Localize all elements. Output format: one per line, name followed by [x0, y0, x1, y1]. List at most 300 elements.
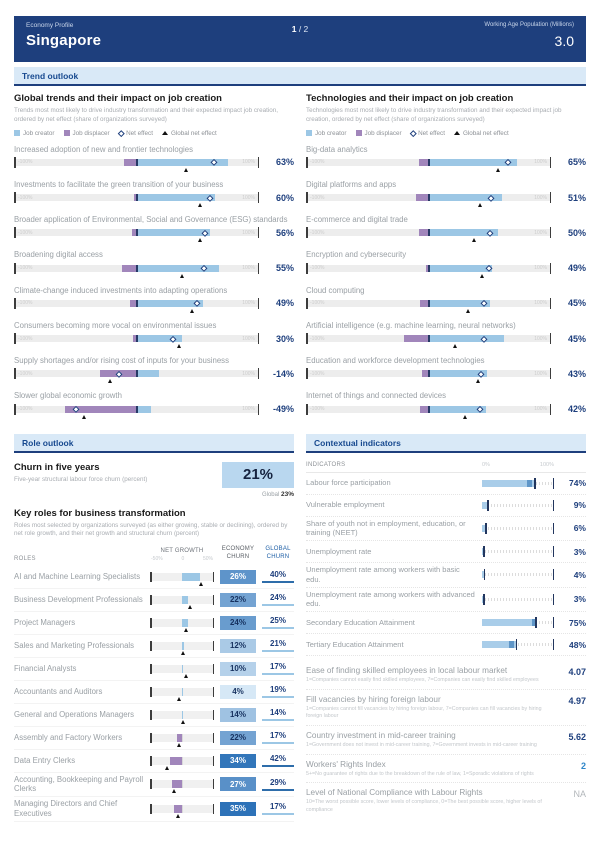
net-growth-track: [150, 734, 214, 742]
trend-item: [14, 145, 294, 173]
indicator-row: [306, 541, 586, 563]
role-row: [14, 704, 294, 727]
net-growth-track: [150, 780, 214, 788]
trend-bar-track: [14, 194, 259, 201]
indicator-scale-max: 100%: [539, 461, 554, 468]
trend-bar-track: [14, 159, 259, 166]
axis-min-label: -100%: [310, 159, 325, 166]
axis-max-label: 100%: [242, 370, 255, 377]
zero-line: [428, 159, 430, 166]
zero-line: [136, 335, 138, 342]
global-growth-marker-icon: [188, 605, 192, 609]
role-row: [14, 566, 294, 589]
net-growth-track: [150, 642, 214, 650]
trend-bar-track: [14, 370, 259, 377]
indicators-head-label: INDICATORS: [306, 461, 346, 468]
indicator-name: Vulnerable employment: [306, 500, 385, 510]
indicator-value: 6%: [573, 523, 586, 534]
score-row: [306, 690, 586, 726]
indicator-name: Tertiary Education Attainment: [306, 639, 404, 649]
global-churn-value: 40%: [262, 570, 294, 583]
axis-max-label: 100%: [534, 194, 547, 201]
growth-segment: [182, 711, 183, 719]
global-net-marker-icon: [480, 274, 484, 278]
economy-churn-badge: 22%: [220, 731, 256, 745]
axis-min-label: -100%: [310, 194, 325, 201]
global-growth-marker-icon: [184, 628, 188, 632]
global-churn-value: 17%: [262, 731, 294, 744]
roles-table-header: [14, 546, 294, 566]
trend-value: 55%: [275, 263, 294, 274]
legend-label: Net effect: [126, 129, 153, 137]
zero-line: [428, 300, 430, 307]
trend-label: E-commerce and digital trade: [306, 215, 408, 225]
global-net-marker-icon: [177, 344, 181, 348]
population-label: Working Age Population (Millions): [484, 22, 574, 28]
growth-segment: [182, 642, 184, 650]
legend-job-displacer: [356, 130, 402, 137]
indicators-header: [306, 462, 586, 473]
legend-net-effect: [119, 130, 153, 137]
page-number-rest: / 2: [298, 24, 309, 34]
trend-value: 43%: [567, 368, 586, 379]
trend-value: 56%: [275, 227, 294, 238]
global-growth-marker-icon: [181, 720, 185, 724]
creator-segment: [429, 265, 493, 272]
zero-line: [428, 370, 430, 377]
indicator-value-tick: [483, 546, 485, 557]
global-net-marker-icon: [496, 168, 500, 172]
trend-label: Education and workforce development technologies: [306, 356, 485, 366]
indicator-value-tick: [483, 594, 485, 605]
role-outlook-panel: [14, 434, 294, 822]
role-name: Sales and Marketing Professionals: [14, 640, 135, 650]
global-churn-value: 17%: [262, 662, 294, 675]
trend-item: [14, 215, 294, 243]
trend-item: [14, 321, 294, 349]
trend-label: Supply shortages and/or rising cost of inputs for your business: [14, 356, 229, 366]
indicator-value: 75%: [568, 617, 586, 628]
trend-bar-track: [14, 406, 259, 413]
band-role-outlook: Role outlook: [14, 434, 294, 453]
indicator-value: 3%: [573, 594, 586, 605]
trend-value: 49%: [567, 263, 586, 274]
score-scale-note: 10=The worst possible score, lower levels of compliance, 0=The best possible score, higher levels of compliance: [306, 799, 542, 814]
axis-min-label: -100%: [310, 300, 325, 307]
score-scale-note: 1=Companies cannot easily find skilled employees, 7=Companies can easily find skilled employees: [306, 677, 539, 683]
axis-min-label: -100%: [310, 406, 325, 412]
global-net-marker-icon: [466, 309, 470, 313]
axis-max-label: 100%: [534, 265, 547, 272]
net-growth-track: [150, 805, 214, 813]
net-growth-track: [150, 665, 214, 673]
indicator-bar-rows: [306, 473, 586, 657]
global-churn-value: 25%: [262, 616, 294, 629]
global-net-marker-icon: [476, 379, 480, 383]
score-text: [306, 695, 548, 721]
trend-bar-row: [306, 157, 586, 172]
indicator-value: 4%: [573, 569, 586, 580]
page-title: Singapore: [26, 32, 102, 49]
indicator-row: [306, 588, 586, 613]
churn-title: Churn in five years: [14, 461, 100, 473]
global-growth-marker-icon: [177, 697, 181, 701]
role-name: AI and Machine Learning Specialists: [14, 571, 141, 581]
global-net-marker-icon: [108, 379, 112, 383]
global-net-triangle-icon: [454, 131, 460, 135]
indicator-row: [306, 517, 586, 542]
economy-churn-badge: 12%: [220, 639, 256, 653]
indicator-name: Share of youth not in employment, education, or training (NEET): [306, 518, 466, 538]
trend-bar-row: [306, 228, 586, 243]
axis-min-label: -100%: [310, 335, 325, 342]
trend-item: [306, 250, 586, 278]
score-row: [306, 755, 586, 784]
indicator-name: Unemployment rate among workers with advanced edu.: [306, 589, 475, 609]
global-churn-value: 21%: [262, 639, 294, 652]
growth-segment: [170, 757, 182, 765]
axis-max-label: 100%: [534, 335, 547, 342]
legend-global-net-effect: [162, 130, 217, 137]
churn-value: 21%: [222, 462, 294, 488]
creator-segment: [137, 370, 159, 377]
growth-segment: [182, 688, 183, 696]
legend-label: Job displacer: [364, 129, 402, 137]
trend-bar-row: [306, 369, 586, 384]
role-name: Data Entry Clerks: [14, 755, 76, 765]
score-value: NA: [573, 789, 586, 800]
growth-segment: [177, 734, 182, 742]
axis-min-label: -100%: [18, 159, 33, 166]
churn-global-label: Global: [261, 491, 280, 498]
trend-label: Broadening digital access: [14, 250, 103, 260]
trend-bar-row: [14, 334, 294, 349]
trend-label: Increased adoption of new and frontier technologies: [14, 144, 194, 154]
global-churn-value: 24%: [262, 593, 294, 606]
economy-churn-badge: 27%: [220, 777, 256, 791]
score-scale-note: 1=Companies cannot fill vacancies by hiring foreign labour, 7=Companies can fill vacancies by hiring foreign labour: [306, 705, 542, 720]
score-scale-note: 5+=No guarantee of rights due to the breakdown of the rule of law, 1=Sporadic violations of rights: [306, 770, 534, 777]
creator-segment: [137, 194, 215, 201]
axis-max-label: 100%: [242, 265, 255, 272]
global-growth-marker-icon: [184, 674, 188, 678]
trend-item: [14, 250, 294, 278]
role-name: Managing Directors and Chief Executives: [14, 799, 118, 818]
global-net-marker-icon: [463, 415, 467, 419]
zero-line: [428, 265, 430, 272]
trend-label: Big-data analytics: [306, 144, 368, 154]
creator-segment: [137, 229, 211, 236]
global-net-marker-icon: [453, 344, 457, 348]
legend-net-effect: [411, 130, 445, 137]
indicator-scale-min: 0%: [482, 461, 490, 468]
trend-label: Internet of things and connected devices: [306, 391, 447, 401]
axis-max-label: 100%: [242, 194, 255, 201]
legend-label: Global net effect: [462, 129, 509, 137]
trend-value: 60%: [275, 192, 294, 203]
displacer-segment: [404, 335, 429, 342]
key-roles-subtitle: Roles most selected by organizations surveyed (as either growing, stable or declining), ordered by net role growth, and their net growth and structural churn (percent): [14, 521, 288, 538]
global-growth-marker-icon: [172, 789, 176, 793]
growth-segment: [182, 619, 188, 627]
creator-segment: [429, 159, 517, 166]
trend-value: 63%: [275, 157, 294, 168]
score-value: 5.62: [568, 732, 586, 743]
growth-segment: [174, 805, 182, 813]
trend-label: Artificial intelligence (e.g. machine learning, neural networks): [306, 320, 516, 330]
global-net-marker-icon: [198, 238, 202, 242]
axis-min-label: -100%: [18, 335, 33, 342]
trend-value: 65%: [567, 157, 586, 168]
page-header: [14, 16, 586, 62]
trend-item: [306, 215, 586, 243]
trend-bar-row: [306, 263, 586, 278]
score-name: Workers' Rights Index: [306, 759, 386, 769]
trend-bar-row: [14, 228, 294, 243]
trend-label: Encryption and cybersecurity: [306, 250, 407, 260]
scale-min: -50%: [151, 555, 163, 562]
trend-bar-track: [14, 300, 259, 307]
economy-churn-badge: 26%: [220, 570, 256, 584]
trend-bar-track: [306, 300, 551, 307]
legend-label: Job creator: [315, 129, 347, 137]
job-creator-swatch-icon: [14, 130, 20, 136]
page-indicator: [292, 24, 309, 34]
creator-segment: [429, 335, 505, 342]
indicator-track: [482, 571, 554, 578]
job-displacer-swatch-icon: [64, 130, 70, 136]
trend-columns: [14, 93, 586, 427]
score-name: Country investment in mid-career training: [306, 731, 456, 741]
zero-line: [428, 194, 430, 201]
trend-bar-row: [14, 404, 294, 419]
indicator-value-tick: [516, 639, 518, 650]
score-row: [306, 661, 586, 690]
indicator-value-tick: [535, 617, 537, 628]
zero-line: [136, 406, 138, 413]
trend-bar-row: [14, 298, 294, 313]
axis-min-label: -100%: [18, 194, 33, 201]
role-name: Financial Analysts: [14, 663, 77, 673]
axis-max-label: 100%: [534, 229, 547, 236]
indicator-track: [482, 525, 554, 532]
global-growth-marker-icon: [181, 651, 185, 655]
trend-label: Digital platforms and apps: [306, 179, 397, 189]
band-trend-outlook: Trend outlook: [14, 67, 586, 86]
trend-item: [306, 321, 586, 349]
role-name: Assembly and Factory Workers: [14, 732, 123, 742]
net-growth-track: [150, 688, 214, 696]
axis-max-label: 100%: [242, 159, 255, 166]
net-effect-diamond-icon: [410, 130, 416, 136]
trend-value: 42%: [567, 404, 586, 414]
role-name: Accountants and Auditors: [14, 686, 103, 696]
indicator-row: [306, 563, 586, 588]
indicator-name: Labour force participation: [306, 478, 391, 488]
trend-value: 45%: [567, 298, 586, 309]
economy-churn-badge: 10%: [220, 662, 256, 676]
trend-value: 45%: [567, 333, 586, 344]
indicator-value: 3%: [573, 546, 586, 557]
trend-bar-row: [14, 263, 294, 278]
legend-job-creator: [306, 130, 347, 137]
indicator-row: [306, 495, 586, 517]
trend-bar-row: [14, 369, 294, 384]
trend-bar-row: [306, 334, 586, 349]
contextual-indicators-panel: [306, 434, 586, 819]
zero-line: [136, 370, 138, 377]
net-growth-track: [150, 757, 214, 765]
scale-max: 50%: [202, 555, 213, 562]
trend-label: Slower global economic growth: [14, 391, 122, 401]
legend-label: Net effect: [418, 129, 445, 137]
trend-bar-track: [306, 265, 551, 272]
trend-bar-row: [14, 157, 294, 172]
trend-bar-track: [306, 406, 551, 413]
global-churn-value: 14%: [262, 708, 294, 721]
legend: [14, 130, 294, 137]
global-growth-marker-icon: [165, 766, 169, 770]
col-net-growth: [150, 548, 214, 562]
role-row: [14, 797, 294, 821]
churn-subtitle: Five-year structural labour force churn (percent): [14, 475, 148, 483]
trend-bar-track: [306, 194, 551, 201]
score-text: [306, 788, 548, 814]
trend-value: 49%: [275, 298, 294, 309]
global-net-triangle-icon: [162, 131, 168, 135]
legend: [306, 130, 586, 137]
axis-max-label: 100%: [242, 335, 255, 342]
axis-min-label: -100%: [18, 229, 33, 236]
role-row: [14, 658, 294, 681]
trend-bar-track: [14, 229, 259, 236]
global-net-marker-icon: [198, 203, 202, 207]
axis-min-label: -100%: [310, 229, 325, 236]
score-text: [306, 760, 548, 779]
score-row: [306, 726, 586, 755]
net-growth-scale: [150, 556, 214, 562]
col-global-churn: GLOBAL CHURN: [265, 546, 291, 560]
score-value: 2: [580, 760, 586, 771]
axis-min-label: -100%: [18, 406, 33, 412]
indicator-fill: [482, 619, 536, 626]
trend-bar-track: [306, 229, 551, 236]
role-row: [14, 750, 294, 773]
role-row: [14, 635, 294, 658]
score-text: [306, 666, 548, 685]
axis-min-label: -100%: [18, 265, 33, 272]
col-net-growth-label: NET GROWTH: [160, 547, 204, 554]
page-number-current: 1: [291, 24, 297, 34]
net-effect-diamond-icon: [118, 130, 124, 136]
legend-label: Job displacer: [72, 129, 110, 137]
score-value: 4.07: [568, 667, 586, 677]
trend-label: Cloud computing: [306, 285, 365, 295]
axis-max-label: 100%: [534, 370, 547, 377]
legend-job-creator: [14, 130, 55, 137]
indicator-value: 9%: [573, 500, 586, 510]
axis-min-label: -100%: [310, 370, 325, 377]
score-name: Fill vacancies by hiring foreign labour: [306, 694, 441, 704]
zero-line: [428, 335, 430, 342]
growth-segment: [182, 573, 200, 581]
indicator-row: [306, 473, 586, 495]
scale-zero: 0: [181, 555, 185, 562]
indicators-scale: [482, 462, 554, 468]
global-growth-marker-icon: [199, 582, 203, 586]
score-row: [306, 783, 586, 818]
trend-label: Broader application of Environmental, Social and Governance (ESG) standards: [14, 215, 288, 225]
trend-item: [306, 391, 586, 419]
indicator-track: [482, 480, 554, 487]
score-name: Ease of finding skilled employees in local labour market: [306, 666, 508, 675]
economy-churn-badge: 24%: [220, 616, 256, 630]
zero-line: [428, 406, 430, 413]
zero-line: [136, 300, 138, 307]
technologies-subtitle: Technologies most most likely to drive industry transformation and their expected impact job creation, ordered by net effect (share of organizations surveyed): [306, 107, 562, 123]
zero-line: [136, 159, 138, 166]
indicator-track: [482, 596, 554, 603]
population-value: 3.0: [554, 33, 574, 49]
global-net-marker-icon: [190, 309, 194, 313]
trend-value: 50%: [567, 227, 586, 238]
axis-max-label: 100%: [242, 300, 255, 307]
trends-list: [14, 145, 294, 419]
trend-label: Investments to facilitate the green transition of your business: [14, 179, 224, 189]
trend-item: [306, 286, 586, 314]
global-net-marker-icon: [472, 238, 476, 242]
creator-segment: [137, 406, 152, 413]
global-growth-marker-icon: [177, 743, 181, 747]
trend-item: [306, 356, 586, 384]
trend-item: [306, 145, 586, 173]
global-net-marker-icon: [478, 203, 482, 207]
score-name: Level of National Compliance with Labour Rights: [306, 788, 483, 798]
role-row: [14, 612, 294, 635]
trend-bar-row: [14, 193, 294, 208]
global-net-marker-icon: [180, 274, 184, 278]
job-creator-swatch-icon: [306, 130, 312, 136]
indicator-name: Secondary Education Attainment: [306, 617, 415, 627]
indicator-track: [482, 641, 554, 648]
trend-value: -49%: [272, 404, 294, 414]
role-row: [14, 589, 294, 612]
trends-title: Global trends and their impact on job creation: [14, 93, 222, 104]
churn-global: [222, 491, 294, 498]
economy-churn-badge: 35%: [220, 802, 256, 816]
zero-line: [136, 194, 138, 201]
trend-bar-row: [306, 404, 586, 419]
axis-max-label: 100%: [534, 406, 547, 412]
axis-max-label: 100%: [242, 229, 255, 236]
axis-min-label: -100%: [18, 370, 33, 377]
economy-churn-badge: 34%: [220, 754, 256, 768]
header-left: [26, 22, 101, 57]
trend-item: [14, 356, 294, 384]
job-displacer-swatch-icon: [356, 130, 362, 136]
displacer-segment: [122, 265, 137, 272]
technologies-list: [306, 145, 586, 419]
role-name: General and Operations Managers: [14, 709, 135, 719]
key-roles-title: Key roles for business transformation: [14, 507, 186, 519]
global-net-marker-icon: [184, 168, 188, 172]
indicator-row: [306, 612, 586, 634]
growth-segment: [182, 665, 183, 673]
zero-line: [136, 229, 138, 236]
axis-min-label: -100%: [18, 300, 33, 307]
bottom-columns: [14, 434, 586, 822]
indicator-row: [306, 634, 586, 656]
